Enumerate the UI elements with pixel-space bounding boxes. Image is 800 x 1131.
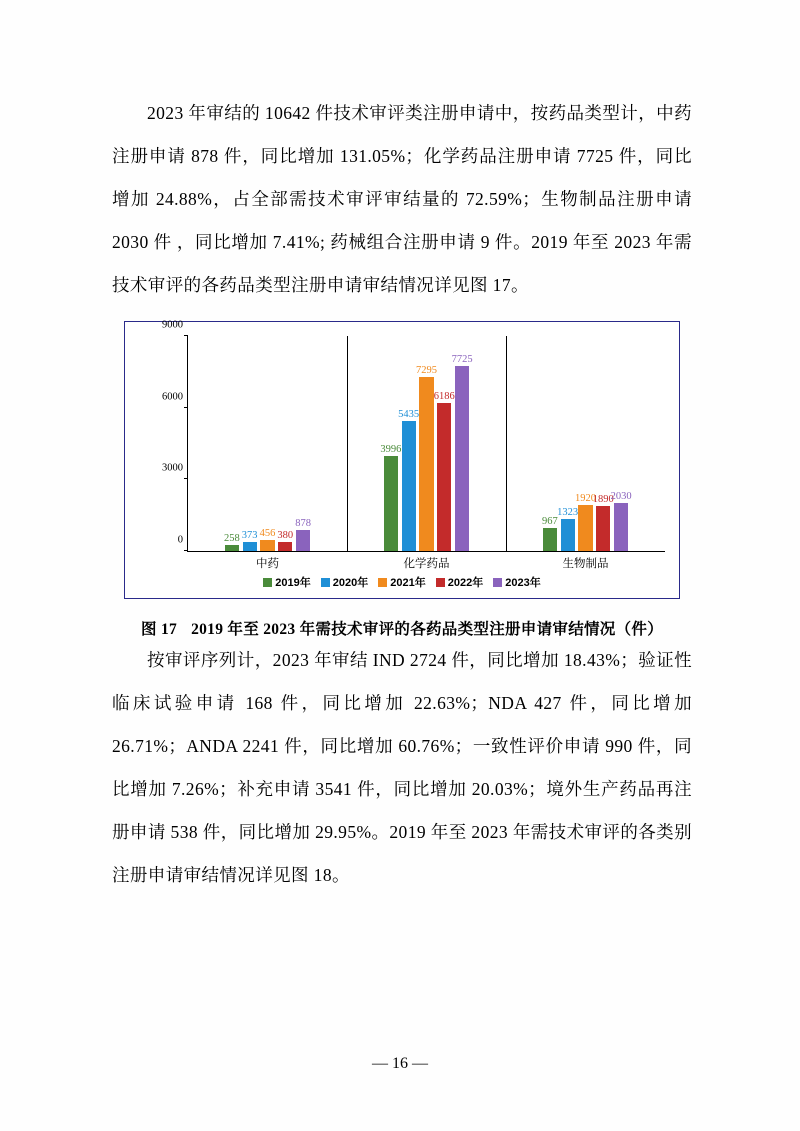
legend-item [263,574,310,590]
chart-bar [277,529,294,551]
legend-label: 2021年 [390,577,426,589]
chart-bar [241,530,258,551]
legend-item [378,574,425,590]
page-content [112,92,692,897]
chart-bar-value-label: 1920 [574,493,596,505]
chart-bar-value-label: 6186 [433,391,455,403]
y-axis-tick-label: 3000 [162,462,183,474]
figure-caption [112,617,692,639]
chart-bar-value-label: 5435 [398,409,420,421]
chart-bar [398,409,420,551]
chart-bar [259,528,276,551]
chart-bar [557,507,579,551]
chart-bar [380,443,402,551]
chart-bar-value-label: 373 [241,530,258,542]
x-axis-category-label: 化学药品 [403,558,450,570]
page-number: — 16 — [372,1055,428,1072]
x-axis-category-label: 中药 [255,558,279,570]
chart-container [124,321,680,599]
chart-bar [592,493,614,551]
chart-bar [415,364,437,551]
chart-bar-value-label: 380 [277,529,294,541]
chart-bar [433,391,455,551]
chart-bar [223,532,240,551]
chart-bar-value-label: 2030 [610,490,632,502]
figure-caption-text: 2019 年至 2023 年需技术审评的各药品类型注册申请审结情况（件） [191,621,663,638]
chart-bar-value-label: 456 [259,528,276,540]
legend-swatch [436,578,445,587]
chart-group [188,336,347,570]
chart-group [506,336,665,570]
legend-item [493,574,540,590]
chart-bar [610,490,632,551]
legend-item [436,574,483,590]
chart-bar [574,493,596,551]
legend-item [321,574,368,590]
chart-bar-value-label: 258 [223,532,240,544]
legend-label: 2023年 [505,577,541,589]
legend-swatch [263,578,272,587]
chart-legend [125,574,679,590]
y-axis-tick-label: 9000 [162,319,183,331]
chart-bar [451,354,473,551]
figure-17 [112,321,692,639]
chart-group [347,336,506,570]
chart-inner [125,319,679,598]
paragraph-1: 2023 年审结的 10642 件技术审评类注册申请中，按药品类型计，中药注册申请 878 件，同比增加 131.05%；化学药品注册申请 7725 件，同比增加 24.88%，占全部需技术审评审结量的 72.59%；生物制品注册申请 2030 件 ，同比增加 7.41%; 药械组合注册申请 9 件。2019 年至 2023 年需技术审评的各药品类型注册申请审结情况详见图 17。 [112,103,692,295]
chart-bar [295,518,311,551]
chart-bar-value-label: 1890 [592,493,614,505]
chart-bar-value-label: 7295 [415,364,437,376]
paragraph-2: 按审评序列计，2023 年审结 IND 2724 件，同比增加 18.43%；验证性临床试验申请 168 件，同比增加 22.63%；NDA 427 件，同比增加 26.71%；ANDA 2241 件，同比增加 60.76%；一致性评价申请 990 件，同比增加 7.26%；补充申请 3541 件，同比增加 20.03%；境外生产药品再注册申请 538 件，同比增加 29.95%。2019 年至 2023 年需技术审评的各类别注册申请审结情况详见图 18。 [112,650,692,885]
chart-bar-value-label: 7725 [451,354,473,366]
chart-bar-value-label: 3996 [380,443,402,455]
chart-bar [541,515,558,551]
legend-label: 2020年 [332,577,369,589]
legend-swatch [321,578,330,587]
legend-swatch [378,578,387,587]
figure-caption-number: 图 17 [140,621,178,638]
chart-bar-value-label: 878 [295,518,311,530]
legend-label: 2022年 [447,577,484,589]
chart-plot-area [162,319,665,570]
y-axis-tick-label: 0 [177,534,183,546]
y-axis-tick-label: 6000 [162,391,183,403]
legend-swatch [493,578,502,587]
chart-bar-value-label: 967 [541,515,558,527]
legend-label: 2019年 [275,577,311,589]
chart-bar-value-label: 1323 [557,507,579,519]
x-axis-category-label: 生物制品 [562,558,609,570]
